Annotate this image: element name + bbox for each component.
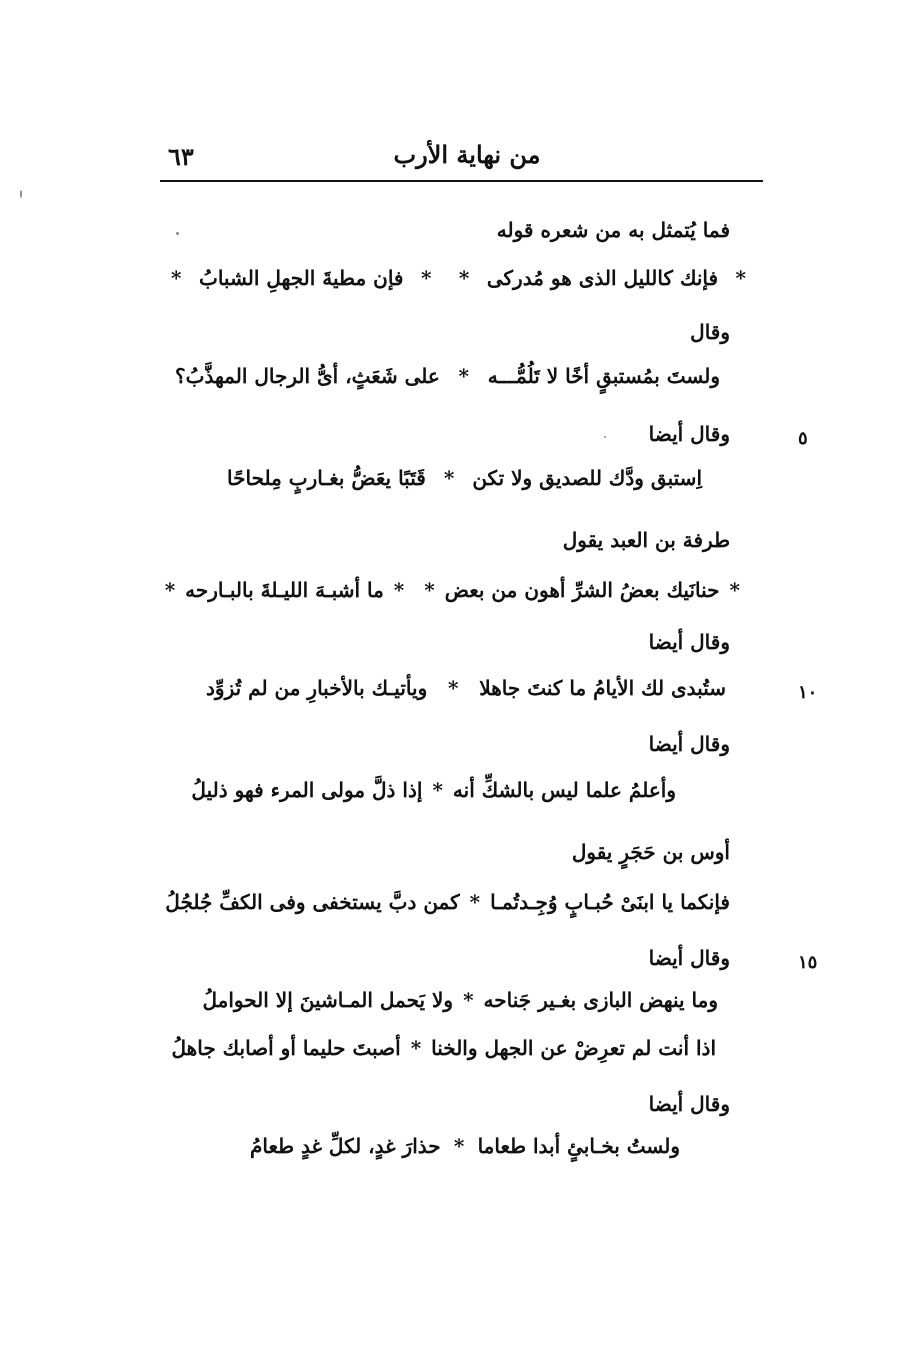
separator-star: * — [420, 266, 432, 290]
heading-line: وقال أيضا — [648, 422, 730, 446]
verse-first-hemistich: ستُبدى لك الأيامُ ما كنتَ جاهلا — [479, 676, 726, 700]
separator-star: * — [458, 266, 470, 290]
verse-first-hemistich: ولستُ بخـابئٍ أبدا طعاما — [477, 1134, 680, 1158]
verse-second-hemistich: فإن مطيةَ الجهلِ الشبابُ — [198, 266, 404, 290]
verse-first-hemistich: فإنكما يا ابنَىْ حُبـابٍ وُجِـدتُمـا — [490, 890, 730, 914]
verse-line — [171, 1036, 716, 1060]
verse-line — [165, 890, 730, 914]
verse-first-hemistich: وما ينهض البازى بغـير جَناحه — [483, 988, 718, 1012]
verse-line — [206, 676, 726, 700]
scan-speck — [176, 232, 179, 235]
running-head: من نهاية الأرب — [393, 140, 541, 169]
separator-star: * — [453, 1134, 465, 1158]
separator-star: * — [410, 1036, 422, 1060]
verse-first-hemistich: اذا أنت لم تعرِضْ عن الجهل والخنا — [431, 1036, 716, 1060]
separator-star: * — [458, 364, 470, 388]
separator-star: * — [469, 890, 481, 914]
header-rule — [160, 180, 763, 182]
verse-second-hemistich: ولا يَحمل المـاشينَ إلا الحواملُ — [202, 988, 454, 1012]
heading-line: طرفة بن العبد يقول — [562, 528, 730, 552]
separator-star: * — [729, 578, 740, 602]
verse-line — [165, 578, 750, 602]
verse-second-hemistich: قَتَبًا يعَضُّ بغـاربٍ مِلحاحًا — [227, 466, 426, 490]
line-number-margin: ١٠ — [798, 682, 818, 703]
verse-line — [161, 266, 756, 290]
separator-star: * — [432, 778, 443, 802]
scan-speck — [20, 190, 22, 198]
verse-second-hemistich: حذارَ غدٍ، لكلِّ غدٍ طعامُ — [250, 1134, 441, 1158]
verse-second-hemistich: على شَعَثٍ، أىُّ الرجال المهذَّبُ؟ — [175, 364, 440, 388]
verse-first-hemistich: حنانَيك بعضُ الشرِّ أهون من بعض — [444, 578, 720, 602]
verse-second-hemistich: إذا ذلَّ مولى المرء فهو ذليلُ — [191, 778, 423, 802]
separator-star: * — [448, 676, 459, 700]
verse-line — [202, 988, 718, 1012]
heading-line: أوس بن حَجَرٍ يقول — [571, 840, 730, 864]
heading-line: فما يُتمثل به من شعره قوله — [496, 218, 730, 242]
heading-line: وقال أيضا — [648, 946, 730, 970]
page-number: ٦٣ — [168, 142, 194, 171]
verse-first-hemistich: اِستبق ودَّك للصديق ولا تكن — [472, 466, 702, 490]
verse-first-hemistich: وأعلمُ علما ليس بالشكِّ أنه — [452, 778, 676, 802]
separator-star: * — [171, 266, 182, 290]
verse-second-hemistich: ويأتيـك بالأخبارِ من لم تُزوِّد — [206, 676, 428, 700]
line-number-margin: ١٥ — [798, 952, 818, 973]
verse-line — [227, 466, 702, 490]
heading-line: وقال أيضا — [648, 732, 730, 756]
heading-line: وقال — [690, 320, 730, 344]
separator-star: * — [164, 578, 176, 602]
line-number-margin: ٥ — [798, 428, 808, 449]
separator-star: * — [393, 578, 405, 602]
verse-second-hemistich: كمن دبَّ يستخفى وفى الكفِّ جُلجُلُ — [165, 890, 460, 914]
separator-star: * — [443, 466, 455, 490]
separator-star: * — [424, 578, 435, 602]
verse-line — [175, 364, 720, 388]
separator-star: * — [735, 266, 746, 290]
verse-first-hemistich: ولستَ بمُستبقٍ أخًا لا تَلُمُّـــه — [487, 364, 720, 388]
scan-speck — [604, 436, 606, 438]
separator-star: * — [463, 988, 474, 1012]
heading-line: وقال أيضا — [648, 1092, 730, 1116]
heading-line: وقال أيضا — [648, 630, 730, 654]
verse-second-hemistich: أصبتَ حليما أو أصابك جاهلُ — [171, 1036, 401, 1060]
verse-second-hemistich: ما أشبـهَ الليـلةَ بالبـارحه — [185, 578, 384, 602]
verse-line — [250, 1134, 680, 1158]
verse-line — [191, 778, 676, 802]
verse-first-hemistich: فإنك كالليل الذى هو مُدركى — [486, 266, 719, 290]
